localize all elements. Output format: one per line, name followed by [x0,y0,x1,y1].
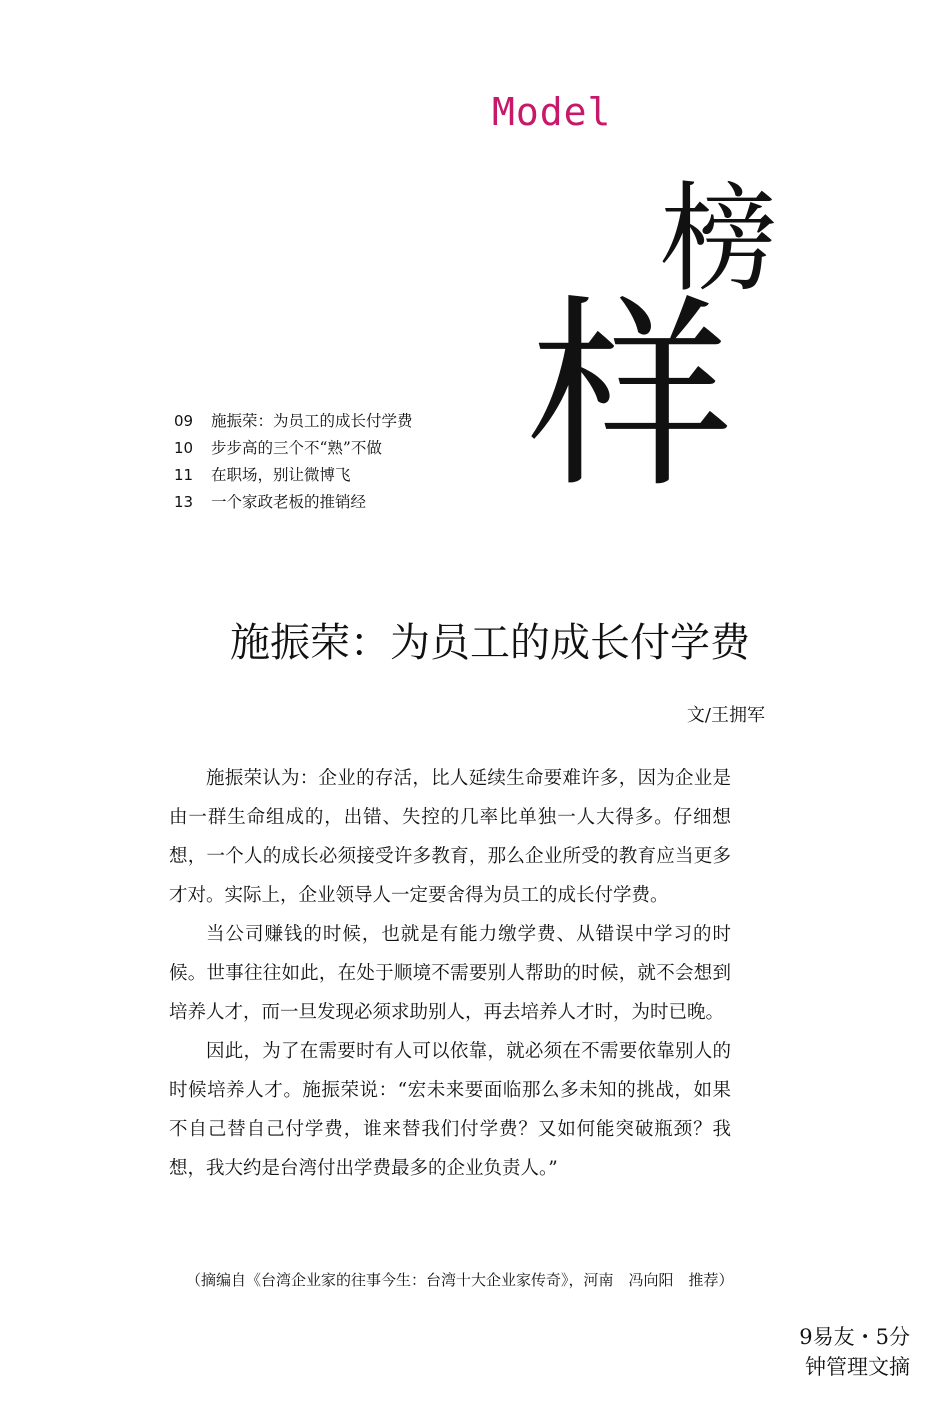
toc-page-number: 11 [174,466,194,484]
article-paragraph: 当公司赚钱的时候，也就是有能力缴学费、从错误中学习的时候。世事往往如此，在处于顺境不需要别人帮助的时候，就不会想到培养人才，而一旦发现必须求助别人，再去培养人才时，为时已晚。 [169,924,731,1023]
toc-item[interactable] [174,435,504,462]
footer-line-1: 9易友・5分 [799,1325,910,1349]
toc-title: 一个家政老板的推销经 [211,493,367,511]
section-title-char-1: 榜 [660,170,779,308]
toc-item[interactable] [174,408,504,435]
toc-title: 步步高的三个不“熟”不做 [211,439,382,457]
toc-item[interactable] [174,462,504,489]
toc-page-number: 09 [174,412,194,430]
toc-page-number: 13 [174,493,194,511]
toc-item[interactable] [174,489,504,516]
article-title: 施振荣：为员工的成长付学费 [230,620,750,666]
article-author: 文/王拥军 [686,705,765,726]
section-label: Model [492,90,612,134]
article-paragraph: 因此，为了在需要时有人可以依靠，就必须在不需要依靠别人的时候培养人才。施振荣说：“宏未来要面临那么多未知的挑战，如果不自己替自己付学费，谁来替我们付学费？又如何能突破瓶颈？我想，我大约是台湾付出学费最多的企业负责人。” [169,1041,731,1179]
article-body [169,759,731,1188]
source-note: （摘编自《台湾企业家的往事今生：台湾十大企业家传奇》，河南 冯向阳 推荐） [186,1271,734,1289]
toc-title: 在职场，别让微博飞 [211,466,351,484]
article-paragraph: 施振荣认为：企业的存活，比人延续生命要难许多，因为企业是由一群生命组成的，出错、失控的几率比单独一人大得多。仔细想想，一个人的成长必须接受许多教育，那么企业所受的教育应当更多才对。实际上，企业领导人一定要舍得为员工的成长付学费。 [169,768,731,906]
footer-line-2: 钟管理文摘 [805,1355,910,1379]
table-of-contents [174,408,504,516]
toc-title: 施振荣：为员工的成长付学费 [211,412,413,430]
section-title-char-2: 样 [528,278,733,516]
page-footer [780,1322,910,1382]
toc-page-number: 10 [174,439,194,457]
